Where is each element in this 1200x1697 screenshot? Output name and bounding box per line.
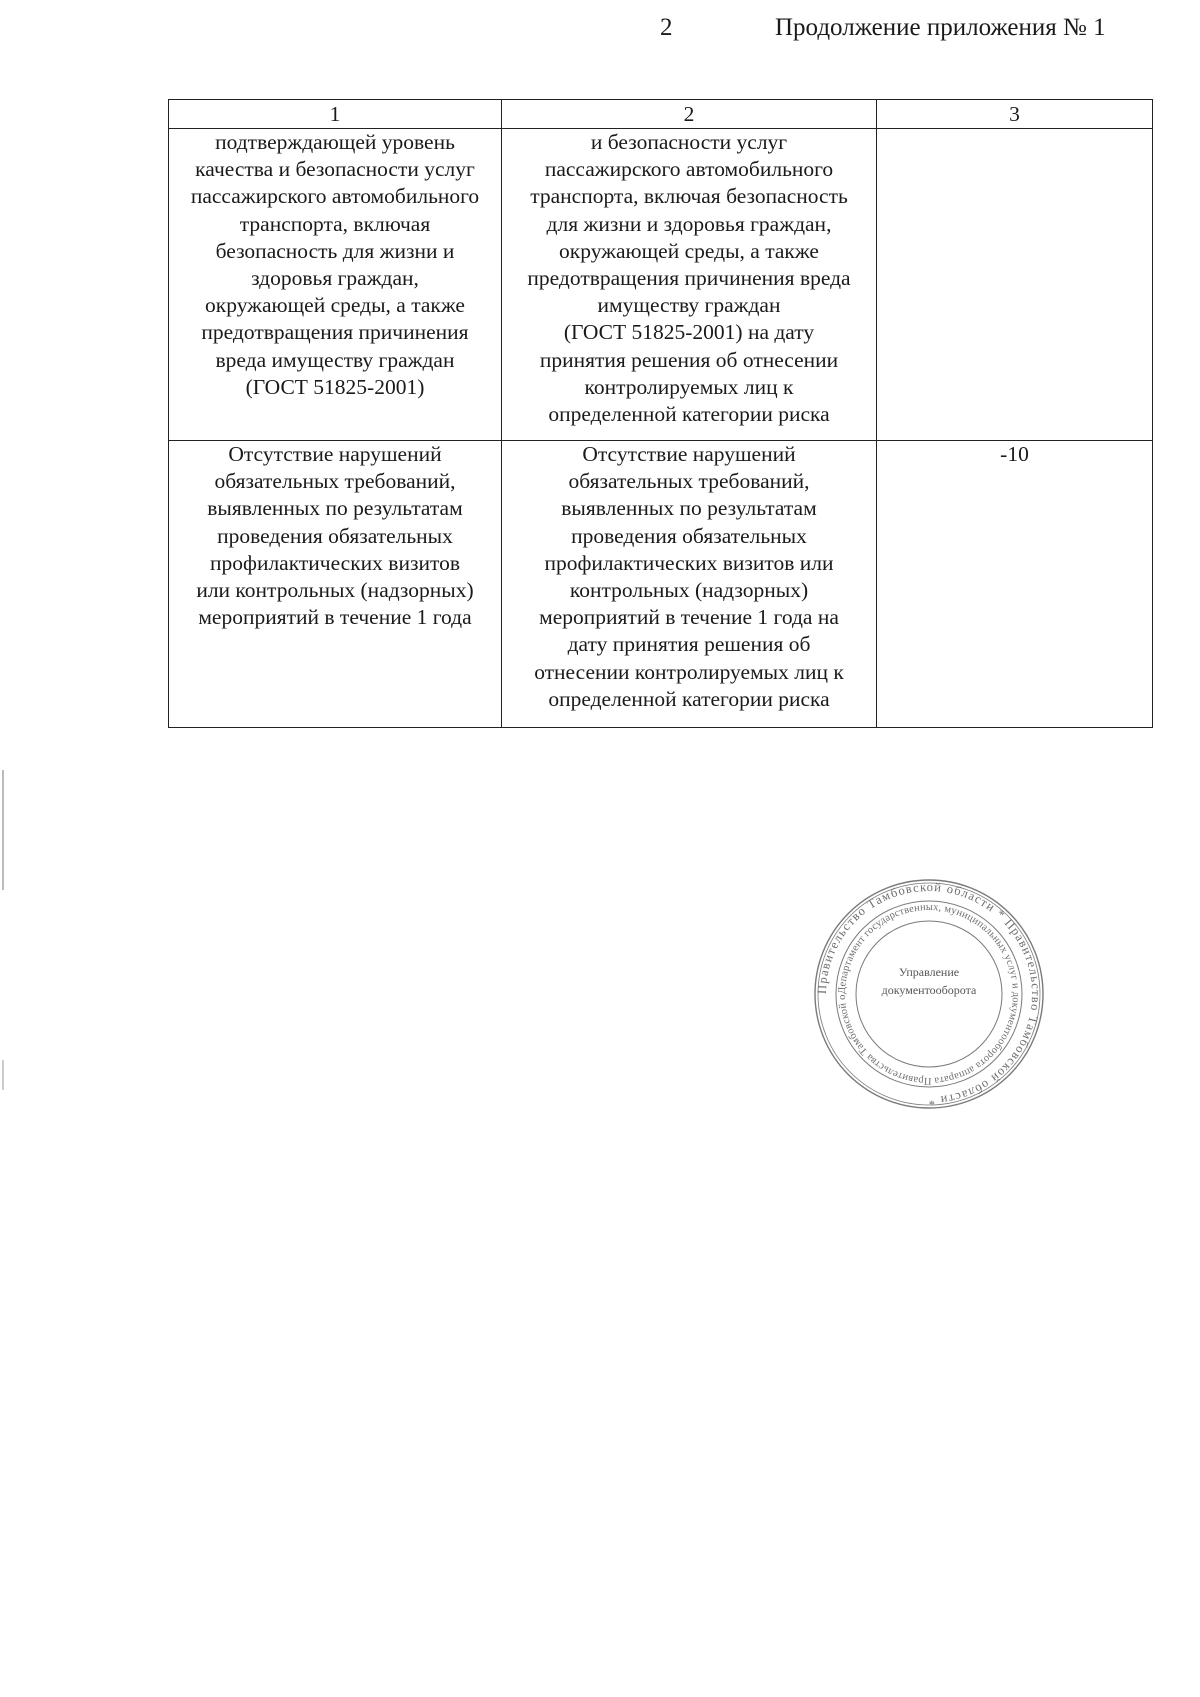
cell-text-line: контролируемых лиц к (584, 374, 794, 399)
indicator-cell (502, 129, 877, 441)
table-header-row (169, 100, 1153, 129)
cell-text-line: качества и безопасности услуг (195, 157, 475, 182)
seal-center (863, 963, 995, 999)
cell-text-line: определенной категории риска (548, 686, 830, 711)
score-cell (877, 129, 1153, 441)
page-number: 2 (660, 14, 673, 41)
indicator-cell (502, 441, 877, 728)
seal-center-line-1: Управление (898, 965, 960, 979)
cell-text-line: определенной категории риска (548, 402, 830, 427)
seal-inner-text: Департамент государственных, муниципальных услуг и документооборота аппарата Правительства Тамбовской о (836, 901, 1022, 1087)
appendix-continuation-label: Продолжение приложения № 1 (775, 14, 1106, 41)
cell-text-line: Отсутствие нарушений (228, 442, 442, 466)
cell-text-line: обязательных требований, (214, 469, 456, 494)
cell-text-line: подтверждающей уровень (215, 130, 455, 154)
seal-outer-text: Правительство Тамбовской области * Правительство Тамбовской области * (814, 879, 1044, 1109)
cell-text-line: окружающей среды, а также (559, 238, 819, 263)
cell-text-line: предотвращения причинения (201, 320, 469, 345)
scan-mark (2, 1060, 4, 1090)
cell-text-line: и безопасности услуг (590, 130, 788, 154)
cell-text-line: для жизни и здоровья граждан, (546, 211, 832, 236)
cell-text-line: дату принятия решения об (567, 632, 811, 657)
cell-text-line: (ГОСТ 51825-2001) на дату (563, 320, 815, 345)
cell-text-line: безопасность для жизни и (215, 238, 455, 263)
cell-text-line: имуществу граждан (597, 293, 781, 318)
cell-text-line: проведения обязательных (217, 523, 453, 548)
criterion-cell (169, 129, 502, 441)
cell-text-line: пассажирского автомобильного (544, 157, 834, 182)
cell-text-line: выявленных по результатам (561, 496, 817, 521)
cell-text-line: мероприятий в течение 1 года (198, 605, 472, 630)
cell-text-line: Отсутствие нарушений (582, 442, 796, 466)
cell-text-line: профилактических визитов (210, 550, 460, 575)
cell-text-line: контрольных (надзорных) (569, 578, 809, 603)
column-number-3: 3 (877, 100, 1153, 129)
cell-text-line: пассажирского автомобильного (190, 184, 480, 209)
cell-text-line: (ГОСТ 51825-2001) (245, 374, 425, 399)
cell-text-line: выявленных по результатам (207, 496, 463, 521)
table-row (169, 441, 1153, 728)
column-number-2: 2 (502, 100, 877, 129)
column-number-1: 1 (169, 100, 502, 129)
score-cell: -10 (877, 441, 1153, 728)
cell-text-line: профилактических визитов или (544, 550, 834, 575)
criterion-cell (169, 441, 502, 728)
cell-text-line: предотвращения причинения вреда (527, 266, 851, 291)
cell-text-line: принятия решения об отнесении (539, 347, 839, 372)
cell-text-line: транспорта, включая (239, 211, 431, 236)
cell-text-line: отнесении контролируемых лиц к (534, 659, 844, 684)
scan-mark (2, 770, 4, 890)
criteria-table (168, 99, 1153, 728)
cell-text-line: обязательных требований, (568, 469, 810, 494)
cell-text-line: вреда имуществу граждан (215, 347, 455, 372)
seal-center-line-2: документооборота (881, 983, 977, 997)
cell-text-line: окружающей среды, а также (205, 293, 465, 318)
table-row (169, 129, 1153, 441)
cell-text-line: проведения обязательных (571, 523, 807, 548)
cell-text-line: транспорта, включая безопасность (530, 184, 848, 209)
official-seal (813, 878, 1045, 1110)
cell-text-line: здоровья граждан, (251, 266, 419, 291)
cell-text-line: или контрольных (надзорных) (196, 578, 474, 603)
cell-text-line: мероприятий в течение 1 года на (539, 605, 839, 630)
